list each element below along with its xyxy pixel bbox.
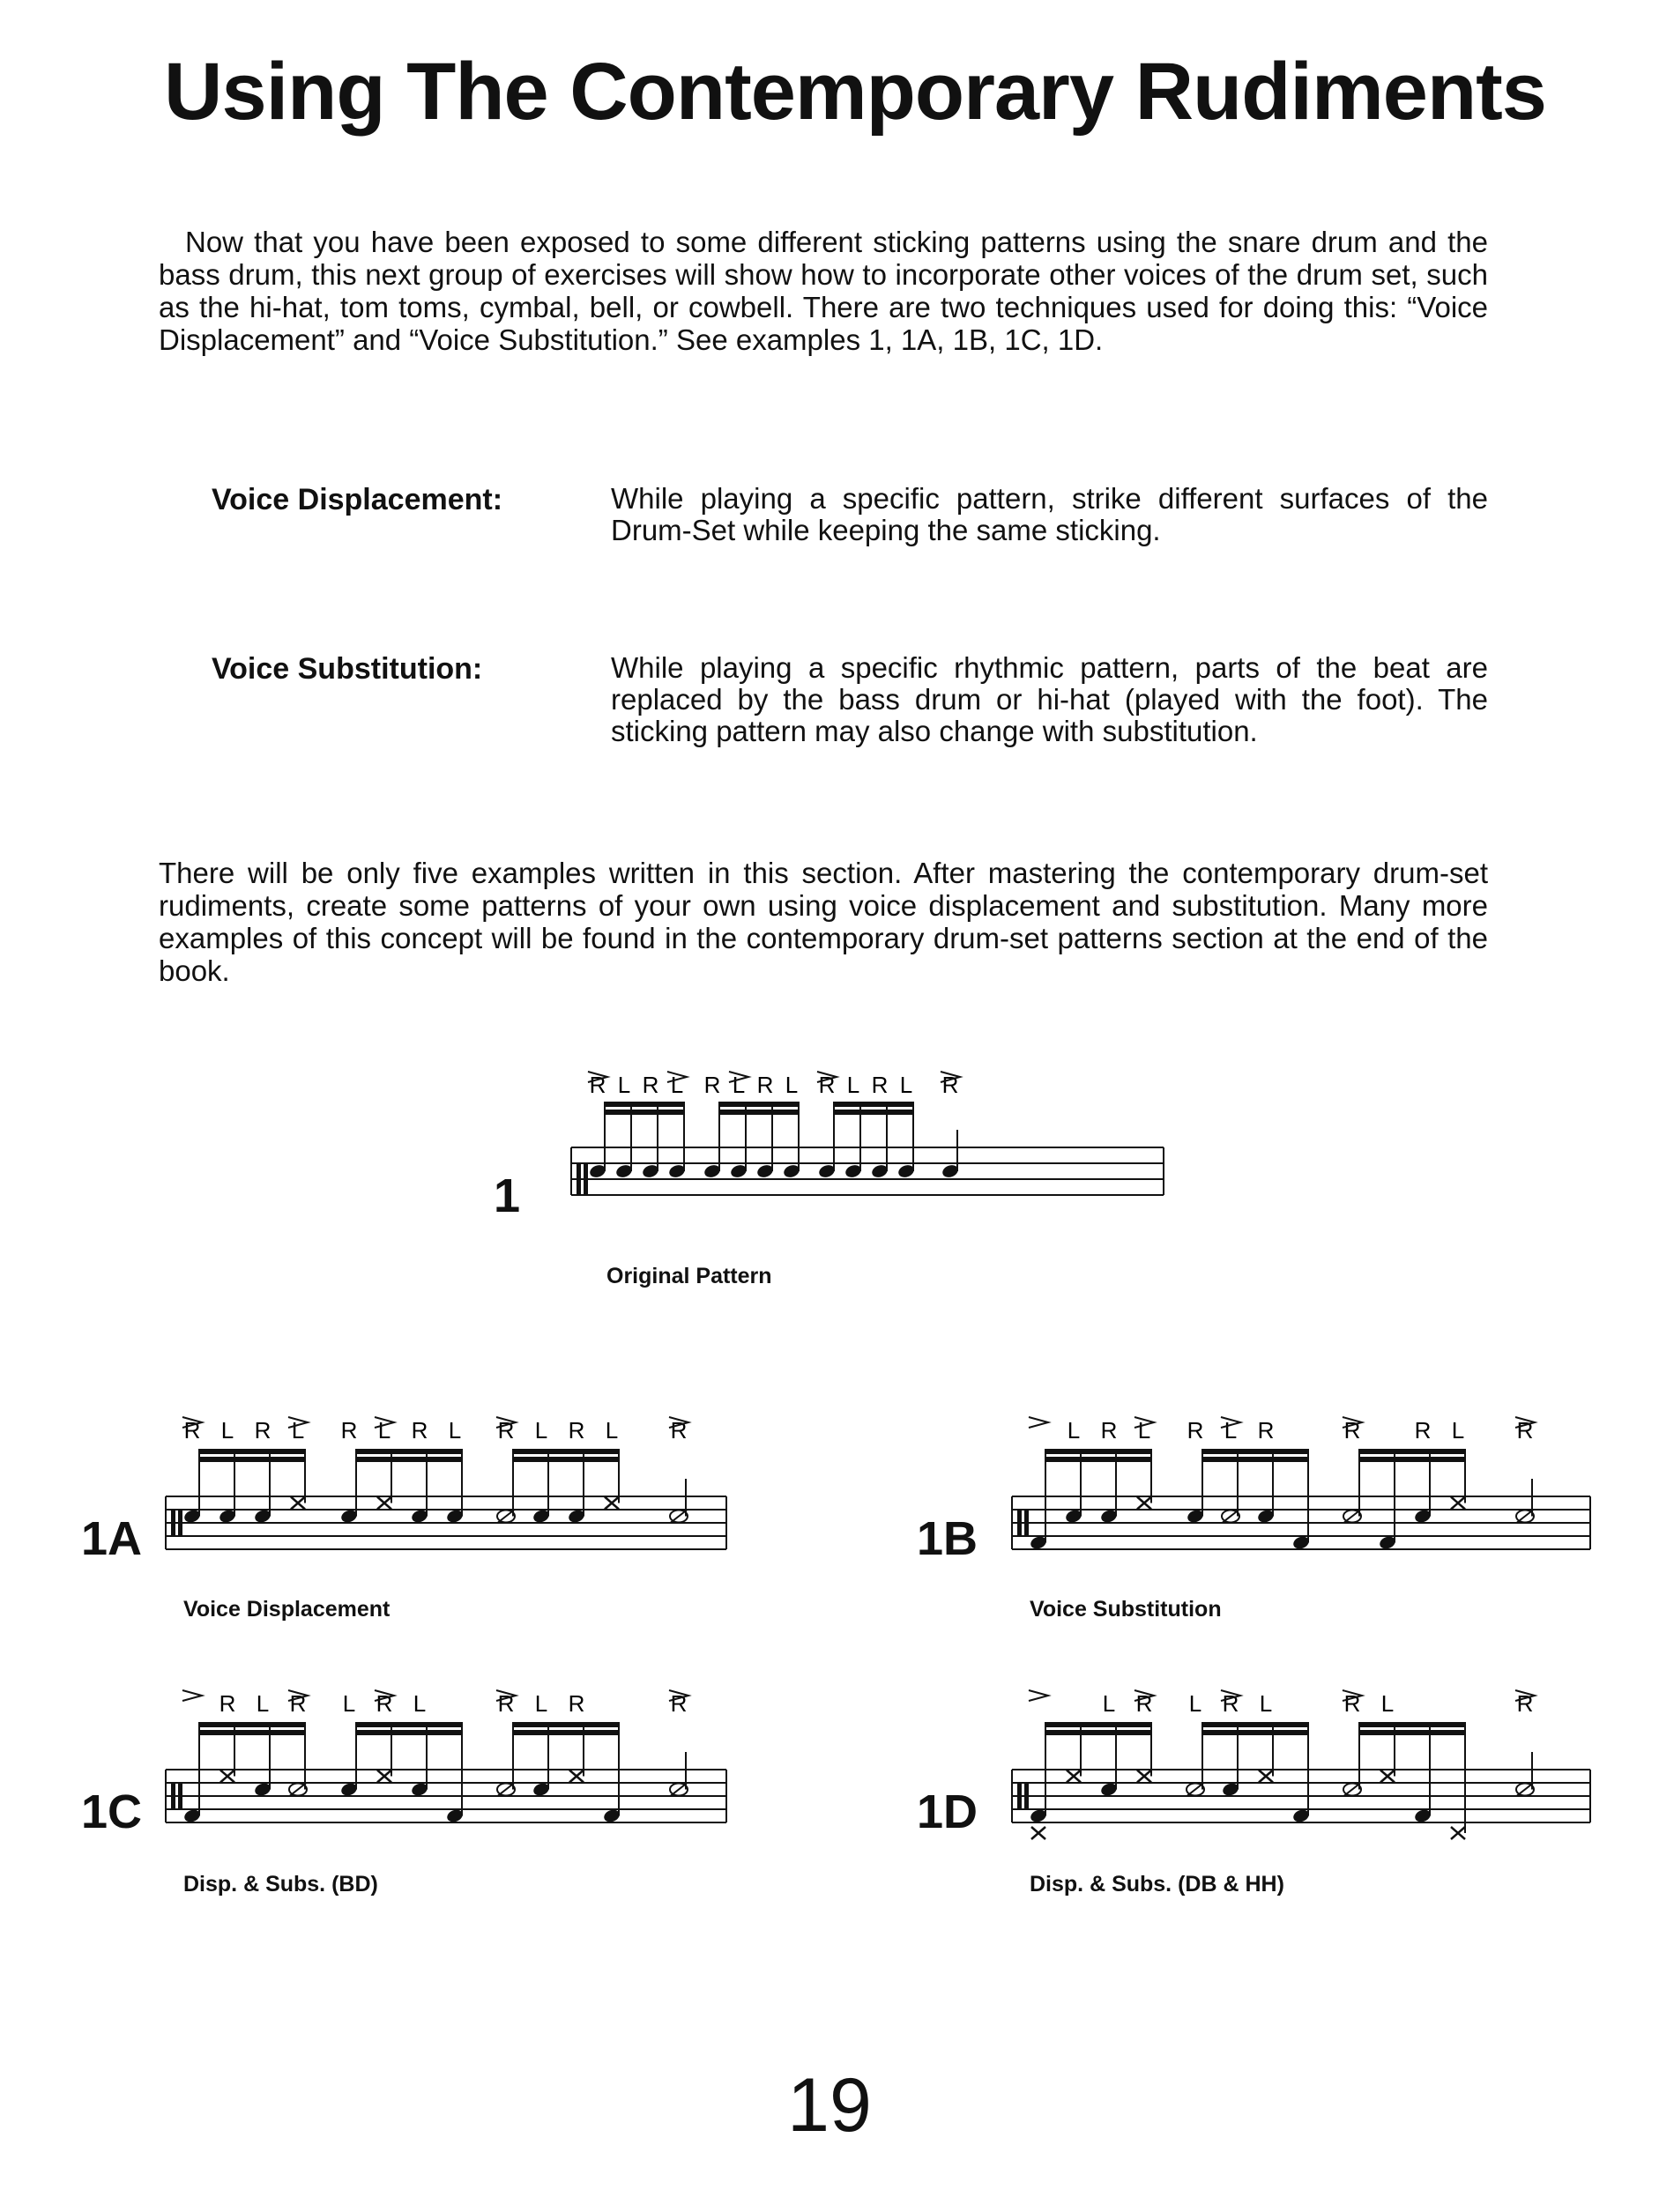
sticking-letter: L xyxy=(846,1072,860,1098)
sticking-letter: L xyxy=(605,1417,619,1444)
beam xyxy=(1359,1730,1465,1735)
sticking-letter: L xyxy=(220,1417,234,1444)
x-notehead xyxy=(291,1497,305,1510)
sticking-letter: R xyxy=(1187,1417,1204,1444)
sticking-letter: R xyxy=(568,1417,585,1444)
sticking-letter: R xyxy=(497,1417,515,1444)
x-notehead xyxy=(377,1497,391,1510)
sticking-letter: L xyxy=(1102,1690,1116,1717)
sticking-letter: R xyxy=(1222,1690,1239,1717)
example-label: 1B xyxy=(917,1512,978,1565)
sticking-letter: L xyxy=(1224,1417,1238,1444)
sticking-letter: R xyxy=(376,1690,393,1717)
x-notehead xyxy=(1137,1497,1151,1510)
sticking-letter: R xyxy=(1414,1417,1432,1444)
beam xyxy=(1202,1449,1308,1454)
sticking-letter: R xyxy=(254,1417,272,1444)
sticking-letter: L xyxy=(785,1072,799,1098)
sticking-letter: R xyxy=(1516,1690,1534,1717)
example-1d xyxy=(917,1657,1604,1912)
sticking-letter: R xyxy=(568,1690,585,1717)
beam xyxy=(356,1722,462,1727)
beam xyxy=(199,1457,305,1462)
percussion-clef xyxy=(178,1783,182,1809)
percussion-clef xyxy=(1017,1783,1022,1809)
x-notehead xyxy=(1380,1770,1395,1783)
sticking-letter: R xyxy=(670,1417,688,1444)
sticking-letter: R xyxy=(219,1690,236,1717)
x-notehead xyxy=(220,1770,234,1783)
x-notehead xyxy=(1451,1827,1465,1839)
sticking-letter: L xyxy=(291,1417,305,1444)
beam xyxy=(1202,1457,1308,1462)
sticking-letter: R xyxy=(818,1072,836,1098)
example-1-notation xyxy=(494,1049,1199,1243)
sticking-letter: R xyxy=(1516,1417,1534,1444)
beam xyxy=(1045,1449,1151,1454)
beam xyxy=(1202,1730,1308,1735)
example-1d-notation xyxy=(917,1657,1604,1868)
x-notehead xyxy=(569,1770,584,1783)
beam xyxy=(834,1102,913,1107)
beam xyxy=(356,1449,462,1454)
x-notehead xyxy=(1451,1497,1465,1510)
sticking-letter: R xyxy=(1343,1417,1361,1444)
sticking-letter: R xyxy=(642,1072,659,1098)
beam xyxy=(1359,1722,1465,1727)
closing-paragraph xyxy=(159,857,1488,987)
hihat-foot-notehead xyxy=(1031,1827,1045,1839)
x-notehead xyxy=(605,1497,619,1510)
example-label: 1A xyxy=(81,1512,143,1565)
percussion-clef xyxy=(171,1783,175,1809)
sticking-letter: L xyxy=(732,1072,746,1098)
beam xyxy=(356,1730,462,1735)
beam xyxy=(199,1722,305,1727)
definition-text-voice-displacement: While playing a specific pattern, strike different surfaces of the Drum-Set while keeping the same sticking. xyxy=(611,482,1488,546)
sticking-letter: R xyxy=(670,1690,688,1717)
sticking-letter: R xyxy=(411,1417,428,1444)
beam xyxy=(356,1457,462,1462)
beam xyxy=(199,1730,305,1735)
beam xyxy=(605,1102,684,1107)
sticking-letter: R xyxy=(589,1072,606,1098)
example-caption: Voice Displacement xyxy=(183,1597,391,1622)
sticking-letter: L xyxy=(342,1690,356,1717)
x-notehead xyxy=(377,1770,391,1783)
percussion-clef xyxy=(171,1510,175,1536)
x-notehead xyxy=(1067,1770,1081,1783)
sticking-letter: L xyxy=(617,1072,631,1098)
sticking-letter: L xyxy=(1259,1690,1273,1717)
sticking-letter: R xyxy=(703,1072,721,1098)
beam xyxy=(1045,1722,1151,1727)
beam xyxy=(719,1102,799,1107)
sticking-letter: L xyxy=(1451,1417,1465,1444)
example-caption: Voice Substitution xyxy=(1030,1597,1222,1622)
beam xyxy=(513,1722,619,1727)
example-caption: Disp. & Subs. (DB & HH) xyxy=(1030,1872,1284,1897)
example-label: 1 xyxy=(494,1169,521,1222)
beam xyxy=(834,1110,913,1115)
example-1c-notation xyxy=(71,1657,740,1868)
example-1 xyxy=(494,1049,1199,1295)
sticking-letter: R xyxy=(756,1072,774,1098)
beam xyxy=(719,1110,799,1115)
accent-mark xyxy=(182,1690,202,1701)
sticking-letter: L xyxy=(256,1690,270,1717)
beam xyxy=(199,1449,305,1454)
sticking-letter: L xyxy=(899,1072,913,1098)
percussion-clef xyxy=(1024,1783,1029,1809)
intro-paragraph xyxy=(159,226,1488,356)
sticking-letter: R xyxy=(1343,1690,1361,1717)
beam xyxy=(513,1730,619,1735)
beam xyxy=(1045,1730,1151,1735)
sticking-letter: R xyxy=(1257,1417,1275,1444)
beam xyxy=(1045,1457,1151,1462)
page-number: 19 xyxy=(787,2063,872,2148)
example-1a xyxy=(71,1384,740,1639)
example-1b xyxy=(917,1384,1604,1639)
sticking-letter: L xyxy=(670,1072,684,1098)
page-title: Using The Contemporary Rudiments xyxy=(164,47,1546,137)
percussion-clef xyxy=(178,1510,182,1536)
example-1b-notation xyxy=(917,1384,1604,1595)
x-notehead xyxy=(1137,1770,1151,1783)
sticking-letter: L xyxy=(377,1417,391,1444)
sticking-letter: L xyxy=(534,1417,548,1444)
sticking-letter: L xyxy=(1137,1417,1151,1444)
sticking-letter: R xyxy=(497,1690,515,1717)
sticking-letter: L xyxy=(448,1417,462,1444)
sticking-letter: L xyxy=(413,1690,427,1717)
percussion-clef xyxy=(1024,1510,1029,1536)
beam xyxy=(1359,1457,1465,1462)
beam xyxy=(1202,1722,1308,1727)
sticking-letter: L xyxy=(1188,1690,1202,1717)
intro-text: Now that you have been exposed to some different sticking patterns using the snare drum and the bass drum, this next group of exercises will show how to incorporate other voices of the drum set, such as the hi-hat, tom toms, cymbal, bell, or cowbell. There are two techniques used for doing this: “Voice Displacement” and “Voice Substitution.” See examples 1, 1A, 1B, 1C, 1D. xyxy=(159,226,1488,356)
definition-term-voice-displacement: Voice Displacement: xyxy=(212,483,503,516)
example-1c xyxy=(71,1657,740,1912)
example-label: 1D xyxy=(917,1785,978,1838)
sticking-letter: R xyxy=(340,1417,358,1444)
sticking-letter: L xyxy=(1067,1417,1081,1444)
definition-text-voice-substitution: While playing a specific rhythmic pattern, parts of the beat are replaced by the bass drum or hi-hat (played with the foot). The sticking pattern may also change with substitution. xyxy=(611,651,1488,747)
closing-text: There will be only five examples written in this section. After mastering the contemporary drum-set rudiments, create some patterns of your own using voice displacement and substitution. Many more examples of this concept will be found in the contemporary drum-set patterns section at the end of the book. xyxy=(159,857,1488,987)
sticking-letter: R xyxy=(1135,1690,1153,1717)
percussion-clef xyxy=(577,1163,581,1195)
beam xyxy=(513,1449,619,1454)
beam xyxy=(513,1457,619,1462)
sticking-letter: R xyxy=(941,1072,959,1098)
example-caption: Original Pattern xyxy=(606,1264,772,1288)
accent-mark xyxy=(1029,1417,1048,1428)
beam xyxy=(605,1110,684,1115)
example-caption: Disp. & Subs. (BD) xyxy=(183,1872,378,1897)
beam xyxy=(1359,1449,1465,1454)
sticking-letter: R xyxy=(183,1417,201,1444)
sticking-letter: R xyxy=(871,1072,889,1098)
sticking-letter: R xyxy=(1100,1417,1118,1444)
definition-term-voice-substitution: Voice Substitution: xyxy=(212,652,483,686)
percussion-clef xyxy=(1017,1510,1022,1536)
sticking-letter: L xyxy=(1380,1690,1395,1717)
sticking-letter: R xyxy=(289,1690,307,1717)
x-notehead xyxy=(1259,1770,1273,1783)
example-label: 1C xyxy=(81,1785,143,1838)
example-1a-notation xyxy=(71,1384,740,1595)
accent-mark xyxy=(1029,1690,1048,1701)
percussion-clef xyxy=(584,1163,588,1195)
sticking-letter: L xyxy=(534,1690,548,1717)
